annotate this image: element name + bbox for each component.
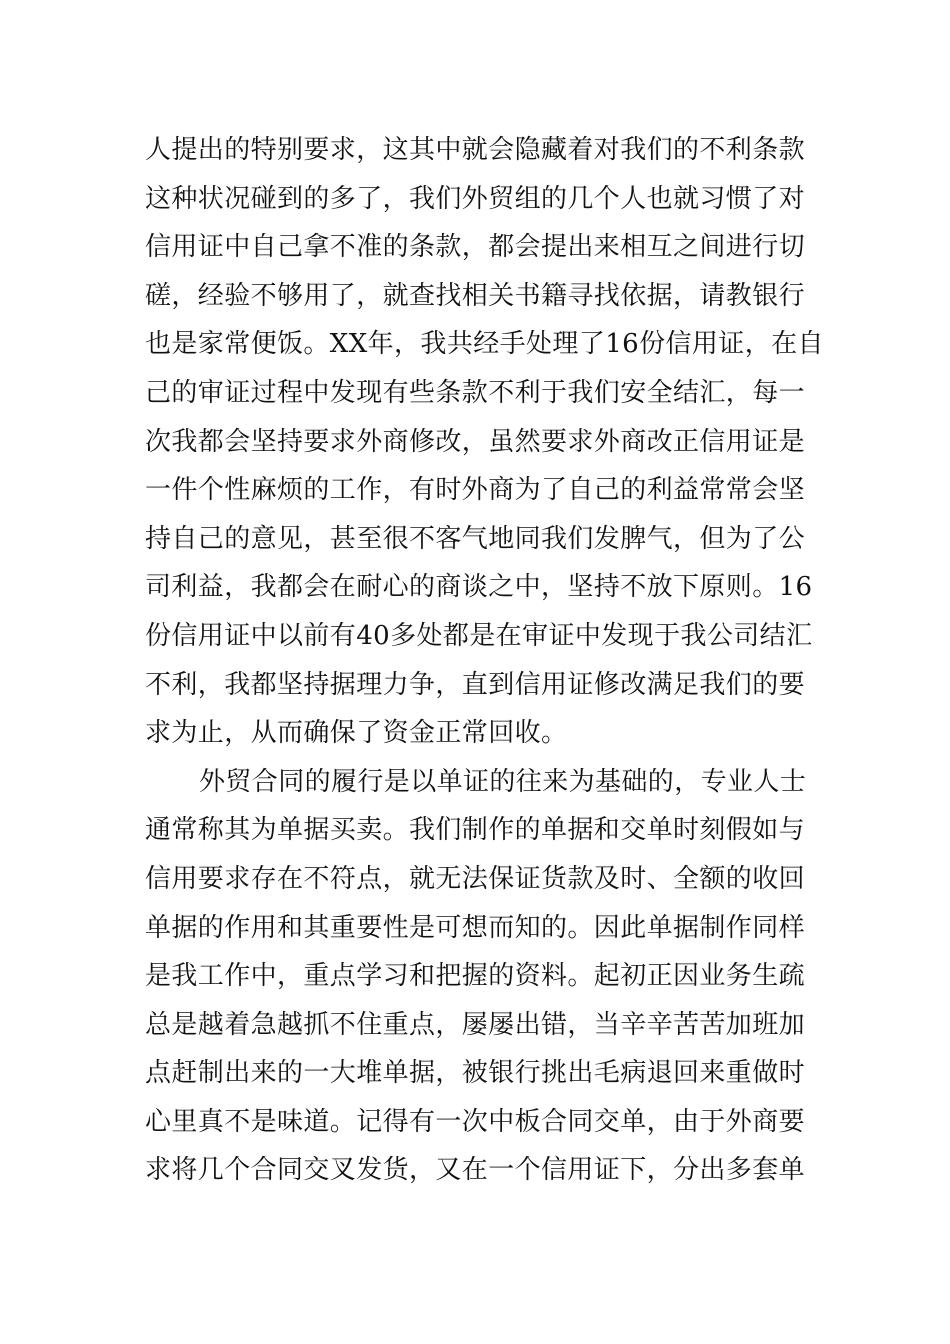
text-line: 是我工作中，重点学习和把握的资料。起初正因业务生疏	[145, 961, 806, 992]
text-line: 份信用证中以前有40多处都是在审证中发现于我公司结汇	[145, 620, 813, 651]
text-line: 信用要求存在不符点，就无法保证货款及时、全额的收回	[145, 863, 806, 894]
text-line: 也是家常便饭。XX年，我共经手处理了16份信用证，在自	[145, 329, 824, 360]
text-line: 己的审证过程中发现有些条款不利于我们安全结汇，每一	[145, 377, 806, 408]
text-line: 总是越着急越抓不住重点，屡屡出错，当辛辛苦苦加班加	[145, 1009, 806, 1040]
text-line: 磋，经验不够用了，就查找相关书籍寻找依据，请教银行	[145, 280, 806, 311]
text-line: 单据的作用和其重要性是可想而知的。因此单据制作同样	[145, 912, 806, 943]
text-line: 求将几个合同交叉发货，又在一个信用证下，分出多套单	[145, 1155, 806, 1186]
text-line: 求为止，从而确保了资金正常回收。	[145, 718, 568, 749]
text-line: 信用证中自己拿不准的条款，都会提出来相互之间进行切	[145, 232, 806, 263]
text-line: 次我都会坚持要求外商修改，虽然要求外商改正信用证是	[145, 426, 806, 457]
text-line: 持自己的意见，甚至很不客气地同我们发脾气，但为了公	[145, 523, 806, 554]
text-line: 点赶制出来的一大堆单据，被银行挑出毛病退回来重做时	[145, 1058, 806, 1089]
text-line: 司利益，我都会在耐心的商谈之中，坚持不放下原则。16	[145, 572, 813, 603]
text-line: 人提出的特别要求，这其中就会隐藏着对我们的不利条款	[145, 135, 806, 165]
text-line: 通常称其为单据买卖。我们制作的单据和交单时刻假如与	[145, 815, 806, 846]
text-line: 心里真不是味道。记得有一次中板合同交单，由于外商要	[145, 1106, 806, 1137]
paragraph-1	[145, 126, 824, 758]
document-body	[145, 126, 824, 1195]
text-line-indented: 外贸合同的履行是以单证的往来为基础的，专业人士	[199, 766, 807, 797]
text-line: 这种状况碰到的多了，我们外贸组的几个人也就习惯了对	[145, 183, 806, 214]
text-line: 不利，我都坚持据理力争，直到信用证修改满足我们的要	[145, 669, 806, 700]
text-line: 一件个性麻烦的工作，有时外商为了自己的利益常常会坚	[145, 475, 806, 506]
paragraph-2	[145, 758, 810, 1195]
